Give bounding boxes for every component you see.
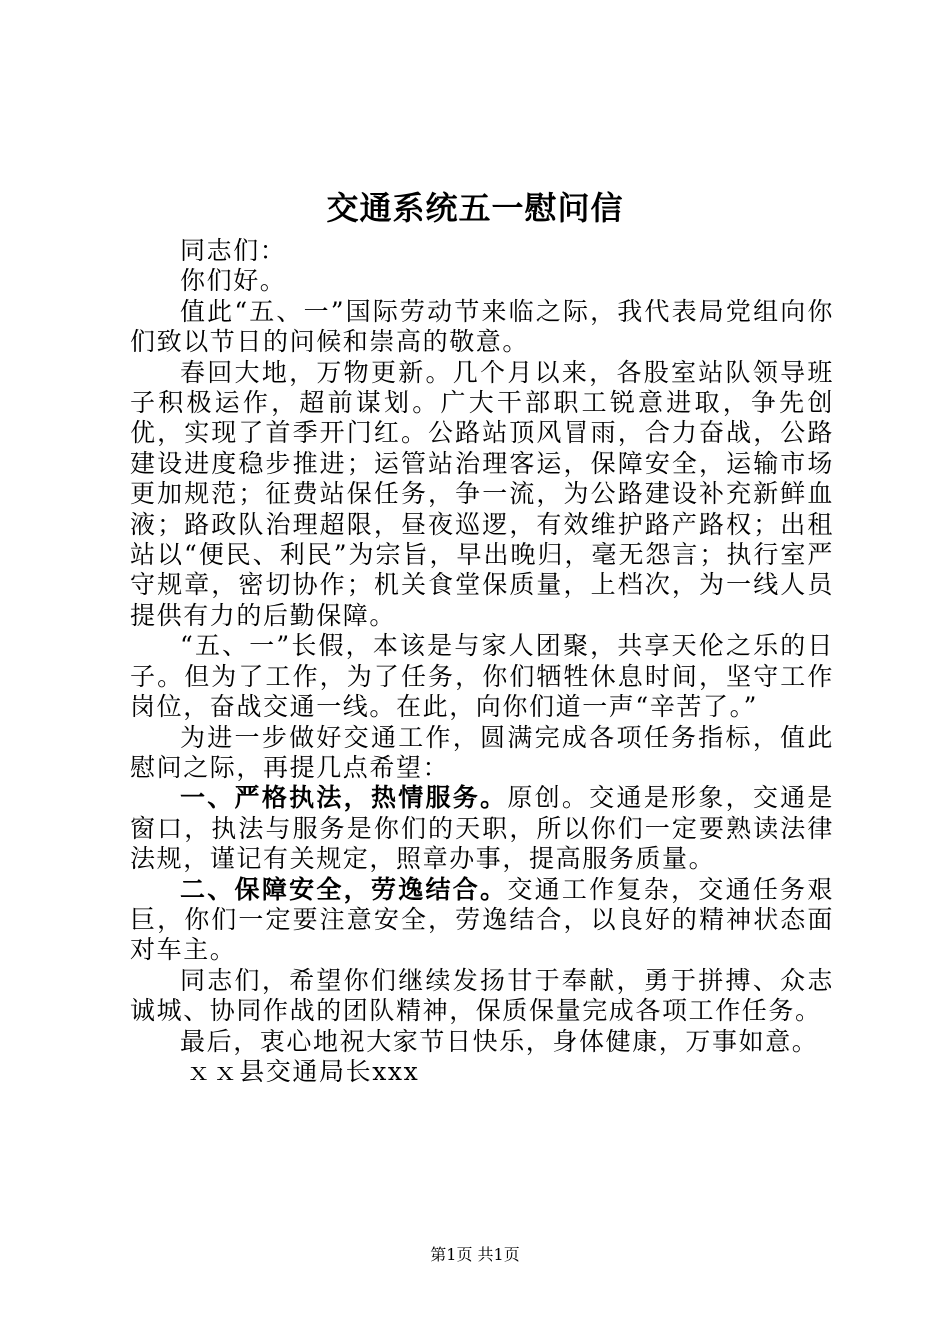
paragraph-hopes-intro: 为进一步做好交通工作，圆满完成各项任务指标，值此慰问之际，再提几点希望：	[130, 722, 834, 782]
page-footer: 第1页 共1页	[430, 1245, 520, 1264]
greeting: 你们好。	[180, 266, 287, 296]
point-two-text: 交通工作复杂，交通任务艰巨，你们一定要注意安全，劳逸结合，以良好的精神状态面对车主。	[130, 874, 835, 965]
paragraph-achievements: 春回大地，万物更新。几个月以来，各股室站队领导班子积极运作，超前谋划。广大干部职工锐意进取，争先创优，实现了首季开门红。公路站顶风冒雨，合力奋战，公路建设进度稳步推进；运管站治理客运，保障安全，运输市场更加规范；征费站保任务，争一流，为公路建设补充新鲜血液；路政队治理超限，昼夜巡逻，有效维护路产路权；出租站以“便民、利民”为宗旨，早出晚归，毫无怨言；执行室严守规章，密切协作；机关食堂保质量，上档次，为一线人员提供有力的后勤保障。	[130, 357, 834, 630]
salutation: 同志们：	[180, 236, 287, 265]
point-two-heading: 二、保障安全，劳逸结合。	[180, 874, 508, 904]
paragraph-holiday-greeting: 值此“五、一”国际劳动节来临之际，我代表局党组向你们致以节日的问候和崇高的敬意。	[130, 296, 834, 357]
paragraph-holiday-sacrifice: “五、一”长假，本该是与家人团聚，共享天伦之乐的日子。但为了工作，为了任务，你们牺牲休息时间，坚守工作岗位，奋战交通一线。在此，向你们道一声“辛苦了。”	[130, 631, 834, 722]
paragraph-team-spirit: 同志们，希望你们继续发扬甘于奉献，勇于拼搏、众志诚城、协同作战的团队精神，保质保量完成各项工作任务。	[130, 965, 834, 1026]
document-title: 交通系统五一慰问信	[326, 189, 624, 227]
point-one-text: 原创。交通是形象，交通是窗口，执法与服务是你们的天职，所以你们一定要熟读法律法规，谨记有关规定，照章办事，提高服务质量。	[130, 783, 835, 874]
point-one-heading: 一、严格执法，热情服务。	[180, 783, 508, 813]
signature: ｘｘ县交通局长xxx	[186, 1056, 420, 1086]
paragraph-best-wishes: 最后，衷心地祝大家节日快乐，身体健康，万事如意。	[180, 1026, 819, 1056]
point-two	[130, 875, 834, 966]
point-one	[130, 783, 834, 874]
letter-body	[130, 236, 834, 1087]
